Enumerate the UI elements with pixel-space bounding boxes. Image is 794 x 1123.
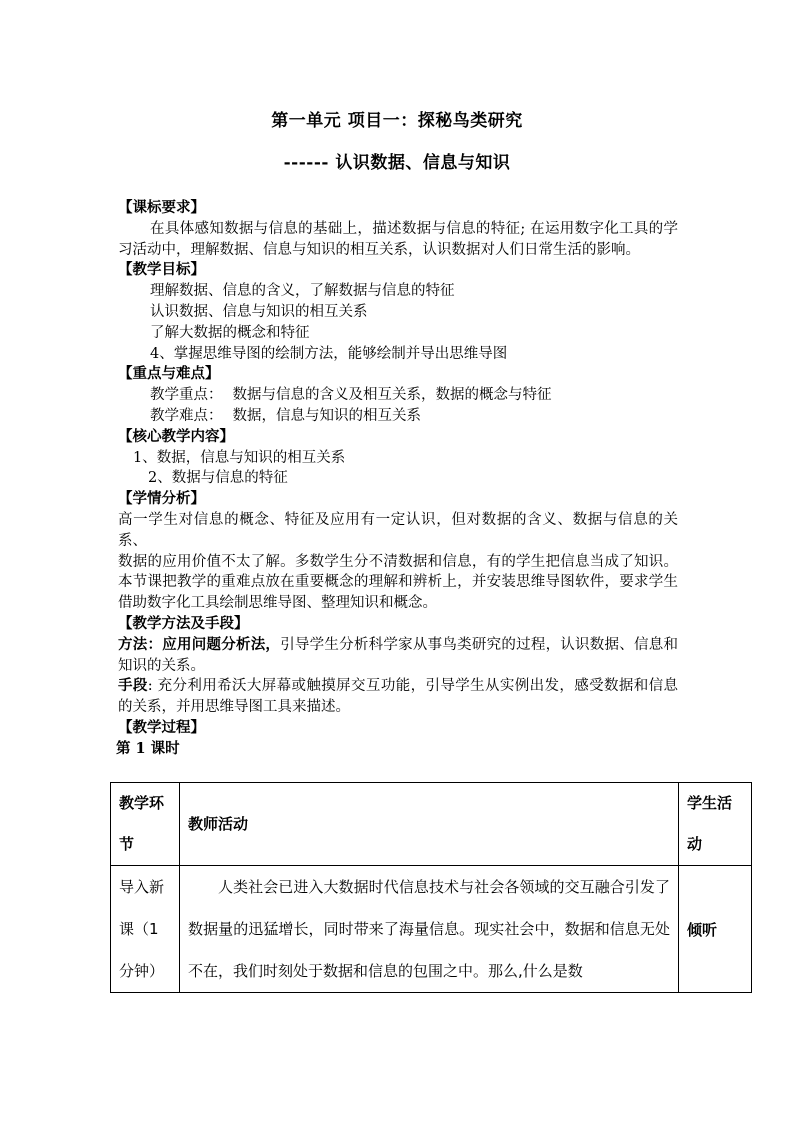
core-item: 1、数据，信息与知识的相互关系 <box>133 449 346 466</box>
analysis-text-line1: 高一学生对信息的概念、特征及应用有一定认识，但对数据的含义、数据与信息的关系、 <box>118 511 678 549</box>
difficulty-text: 数据，信息与知识的相互关系 <box>232 407 421 424</box>
curriculum-text: 在具体感知数据与信息的基础上，描述数据与信息的特征; 在运用数字化工具的学习活动中，理解数据、信息与知识的相互关系，认识数据对人们日常生活的影响。 <box>118 220 678 258</box>
methods-heading: 【教学方法及手段】 <box>118 614 249 632</box>
table-header-row <box>111 783 752 866</box>
header-phase: 教学环节 <box>111 783 180 866</box>
difficulty-line <box>118 406 678 427</box>
lesson-process-table <box>110 782 752 993</box>
table-row <box>111 866 752 993</box>
means-paragraph: 手段: 充分利用希沃大屏幕或触摸屏交互功能，引导学生从实例出发，感受数据和信息的关系，并用思维导图工具来描述。 <box>118 677 679 716</box>
goal-item: 认识数据、信息与知识的相互关系 <box>150 303 368 320</box>
means-label: 手段 <box>118 677 148 695</box>
document-title: 第一单元 项目一：探秘鸟类研究 <box>271 111 523 131</box>
focus-line <box>118 385 678 406</box>
method-label: 方法：应用问题分析法， <box>118 635 281 653</box>
focus-label: 教学重点： <box>150 387 223 404</box>
goal-item: 了解大数据的概念和特征 <box>150 324 310 341</box>
method-text: 引导学生分析科学家从事鸟类研究的过程，认识数据、信息和知识的关系。 <box>118 636 679 674</box>
goal-item: 理解数据、信息的含义，了解数据与信息的特征 <box>150 283 455 300</box>
header-student: 学生活动 <box>679 783 752 866</box>
key-points-heading: 【重点与难点】 <box>118 365 220 383</box>
core-item: 2、数据与信息的特征 <box>148 470 288 487</box>
analysis-heading: 【学情分析】 <box>118 490 205 508</box>
goals-heading: 【教学目标】 <box>118 261 205 279</box>
method-paragraph <box>118 635 678 677</box>
means-text: 充分利用希沃大屏幕或触摸屏交互功能，引导学生从实例出发，感受数据和信息的关系，并用思维导图工具来描述。 <box>118 678 679 716</box>
analysis-text-line2: 数据的应用价值不太了解。多数学生分不清数据和信息，有的学生把信息当成了知识。本节课把教学的重难点放在重要概念的理解和辨析上，并安装思维导图软件，要求学生借助数字化工具绘制思维导图、整理知识和概念。 <box>118 553 678 612</box>
core-heading: 【核心教学内容】 <box>118 427 234 445</box>
focus-text: 数据与信息的含义及相互关系，数据的概念与特征 <box>232 387 552 404</box>
process-heading: 【教学过程】 <box>118 718 205 736</box>
row-teacher-activity: 人类社会已进入大数据时代信息技术与社会各领域的交互融合引发了数据量的迅猛增长，同时带来了海量信息。现实社会中，数据和信息无处不在，我们时刻处于数据和信息的包围之中。那么,什么是数 <box>180 866 679 993</box>
difficulty-label: 教学难点： <box>150 407 223 424</box>
lesson-label: 第 1 课时 <box>116 739 180 757</box>
row-student-activity: 倾听 <box>679 866 752 993</box>
document-subtitle: ------ 认识数据、信息与知识 <box>283 153 511 173</box>
header-teacher: 教师活动 <box>180 783 679 866</box>
goal-item: 4、掌握思维导图的绘制方法，能够绘制并导出思维导图 <box>150 345 508 362</box>
row-phase: 导入新课（1分钟） <box>111 866 180 993</box>
curriculum-heading: 【课标要求】 <box>118 199 205 216</box>
lesson-plan-body <box>118 198 678 760</box>
